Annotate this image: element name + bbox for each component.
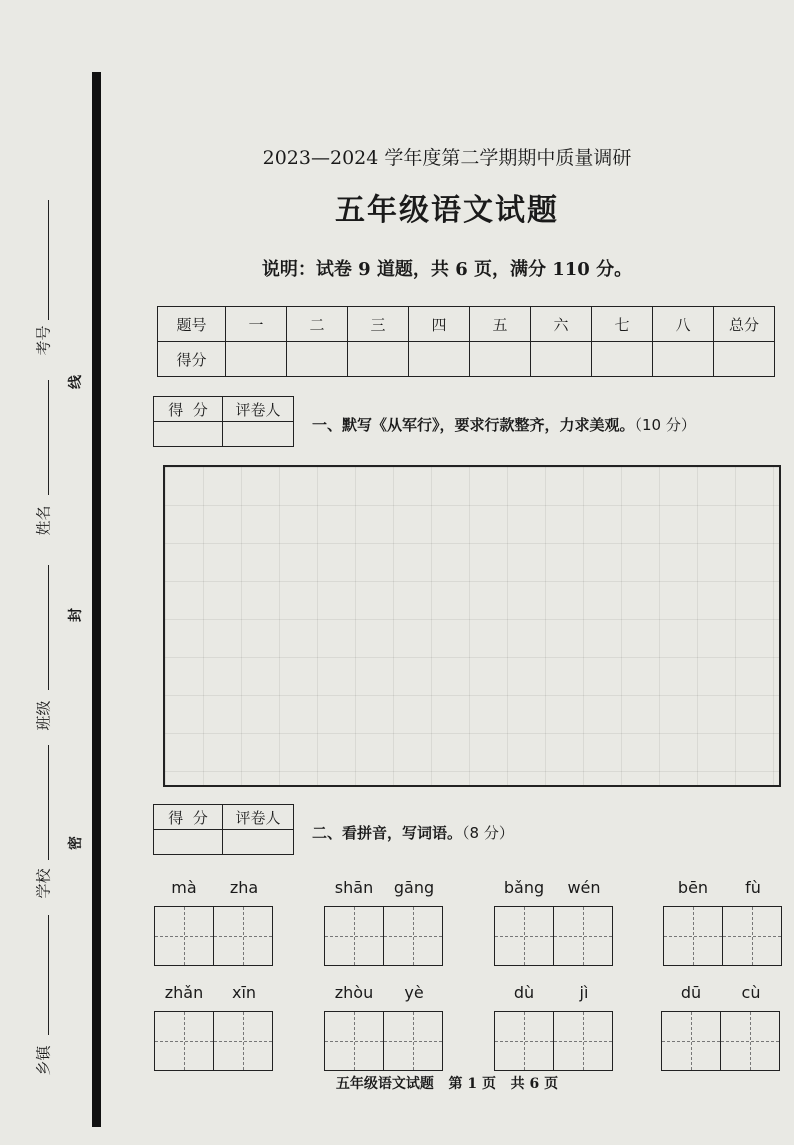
score-cell[interactable] — [531, 342, 592, 377]
seal-char-seal: 封 — [68, 608, 84, 622]
pinyin-syllable: dū — [680, 983, 702, 1002]
school-line — [48, 745, 49, 860]
question-no-label: 题号 — [158, 307, 226, 342]
pinyin-item-8 — [661, 983, 781, 1071]
grader-score-cell[interactable] — [154, 830, 223, 855]
tian-grid-cell[interactable] — [553, 1011, 613, 1071]
section-1-points: （10 分） — [634, 416, 696, 434]
score-cell[interactable] — [226, 342, 287, 377]
exam-note: 说明：试卷 9 道题，共 6 页，满分 110 分。 — [261, 259, 633, 280]
grader-score-label: 得 分 — [154, 397, 223, 422]
pinyin-item-7 — [494, 983, 614, 1071]
tian-grid-cell[interactable] — [213, 906, 273, 966]
tian-grid-cell[interactable] — [663, 906, 723, 966]
pinyin-item-2 — [324, 878, 444, 966]
section-1-title — [312, 414, 696, 435]
column-2: 二 — [287, 307, 348, 342]
pinyin-syllable: wén — [567, 878, 601, 897]
score-cell[interactable] — [470, 342, 531, 377]
pinyin-syllable: jì — [579, 983, 589, 1002]
tian-grid-cell[interactable] — [494, 1011, 554, 1071]
pinyin-syllable: zhòu — [334, 983, 374, 1002]
column-7: 七 — [592, 307, 653, 342]
pinyin-syllable: bǎng — [503, 878, 545, 897]
pinyin-item-5 — [154, 983, 274, 1071]
tian-grid-cell[interactable] — [383, 1011, 443, 1071]
school-label: 学校 — [34, 868, 53, 899]
pinyin-syllable: fù — [745, 878, 761, 897]
tian-grid-cell[interactable] — [661, 1011, 721, 1071]
grader-box-1 — [153, 396, 294, 447]
grader-box-2 — [153, 804, 294, 855]
section-1-text: 一、默写《从军行》，要求行款整齐，力求美观。 — [312, 416, 635, 434]
score-cell[interactable] — [348, 342, 409, 377]
grader-score-label: 得 分 — [154, 805, 223, 830]
tian-grid-cell[interactable] — [324, 906, 384, 966]
writing-area[interactable] — [163, 465, 781, 787]
pinyin-syllable: mà — [171, 878, 197, 897]
pinyin-syllable: dù — [513, 983, 535, 1002]
score-cell[interactable] — [287, 342, 348, 377]
score-table-score-row — [158, 342, 775, 377]
name-label: 姓名 — [34, 505, 53, 536]
seal-char-line: 线 — [68, 375, 84, 389]
column-total: 总分 — [714, 307, 775, 342]
grader-name-label: 评卷人 — [223, 397, 294, 422]
grader-name-cell[interactable] — [223, 830, 294, 855]
score-cell[interactable] — [592, 342, 653, 377]
tian-grid-cell[interactable] — [553, 906, 613, 966]
score-cell[interactable] — [714, 342, 775, 377]
tian-grid-cell[interactable] — [324, 1011, 384, 1071]
pinyin-syllable: shān — [334, 878, 374, 897]
tian-grid-cell[interactable] — [494, 906, 554, 966]
score-row-label: 得分 — [158, 342, 226, 377]
pinyin-item-4 — [663, 878, 783, 966]
column-6: 六 — [531, 307, 592, 342]
grader-name-label: 评卷人 — [223, 805, 294, 830]
section-2-title — [312, 822, 514, 843]
seal-char-secret: 密 — [68, 836, 84, 850]
pinyin-syllable: cù — [741, 983, 761, 1002]
column-3: 三 — [348, 307, 409, 342]
score-cell[interactable] — [653, 342, 714, 377]
class-line — [48, 565, 49, 690]
score-cell[interactable] — [409, 342, 470, 377]
score-table — [157, 306, 775, 377]
pinyin-syllable: gāng — [393, 878, 435, 897]
column-1: 一 — [226, 307, 287, 342]
pinyin-syllable: bēn — [677, 878, 709, 897]
section-2-text: 二、看拼音，写词语。 — [312, 824, 463, 842]
column-4: 四 — [409, 307, 470, 342]
section-2-points: （8 分） — [462, 824, 514, 842]
binding-bar — [92, 72, 101, 1127]
grader-name-cell[interactable] — [223, 422, 294, 447]
column-8: 八 — [653, 307, 714, 342]
pinyin-item-3 — [494, 878, 614, 966]
tian-grid-cell[interactable] — [154, 1011, 214, 1071]
name-line — [48, 380, 49, 495]
exam-title: 五年级语文试题 — [335, 193, 559, 228]
column-5: 五 — [470, 307, 531, 342]
pinyin-syllable: zha — [229, 878, 259, 897]
town-line — [48, 915, 49, 1035]
tian-grid-cell[interactable] — [722, 906, 782, 966]
pinyin-syllable: xīn — [231, 983, 257, 1002]
tian-grid-cell[interactable] — [154, 906, 214, 966]
exam-no-label: 考号 — [34, 325, 53, 356]
tian-grid-cell[interactable] — [213, 1011, 273, 1071]
pinyin-item-1 — [154, 878, 274, 966]
pinyin-item-6 — [324, 983, 444, 1071]
tian-grid-cell[interactable] — [720, 1011, 780, 1071]
grader-score-cell[interactable] — [154, 422, 223, 447]
town-label: 乡镇 — [34, 1045, 53, 1076]
class-label: 班级 — [34, 700, 53, 731]
pinyin-syllable: zhǎn — [164, 983, 204, 1002]
tian-grid-cell[interactable] — [383, 906, 443, 966]
score-table-header-row — [158, 307, 775, 342]
exam-subtitle: 2023—2024 学年度第二学期期中质量调研 — [262, 147, 632, 169]
page-footer: 五年级语文试题 第 1 页 共 6 页 — [335, 1076, 559, 1092]
pinyin-syllable: yè — [404, 983, 424, 1002]
